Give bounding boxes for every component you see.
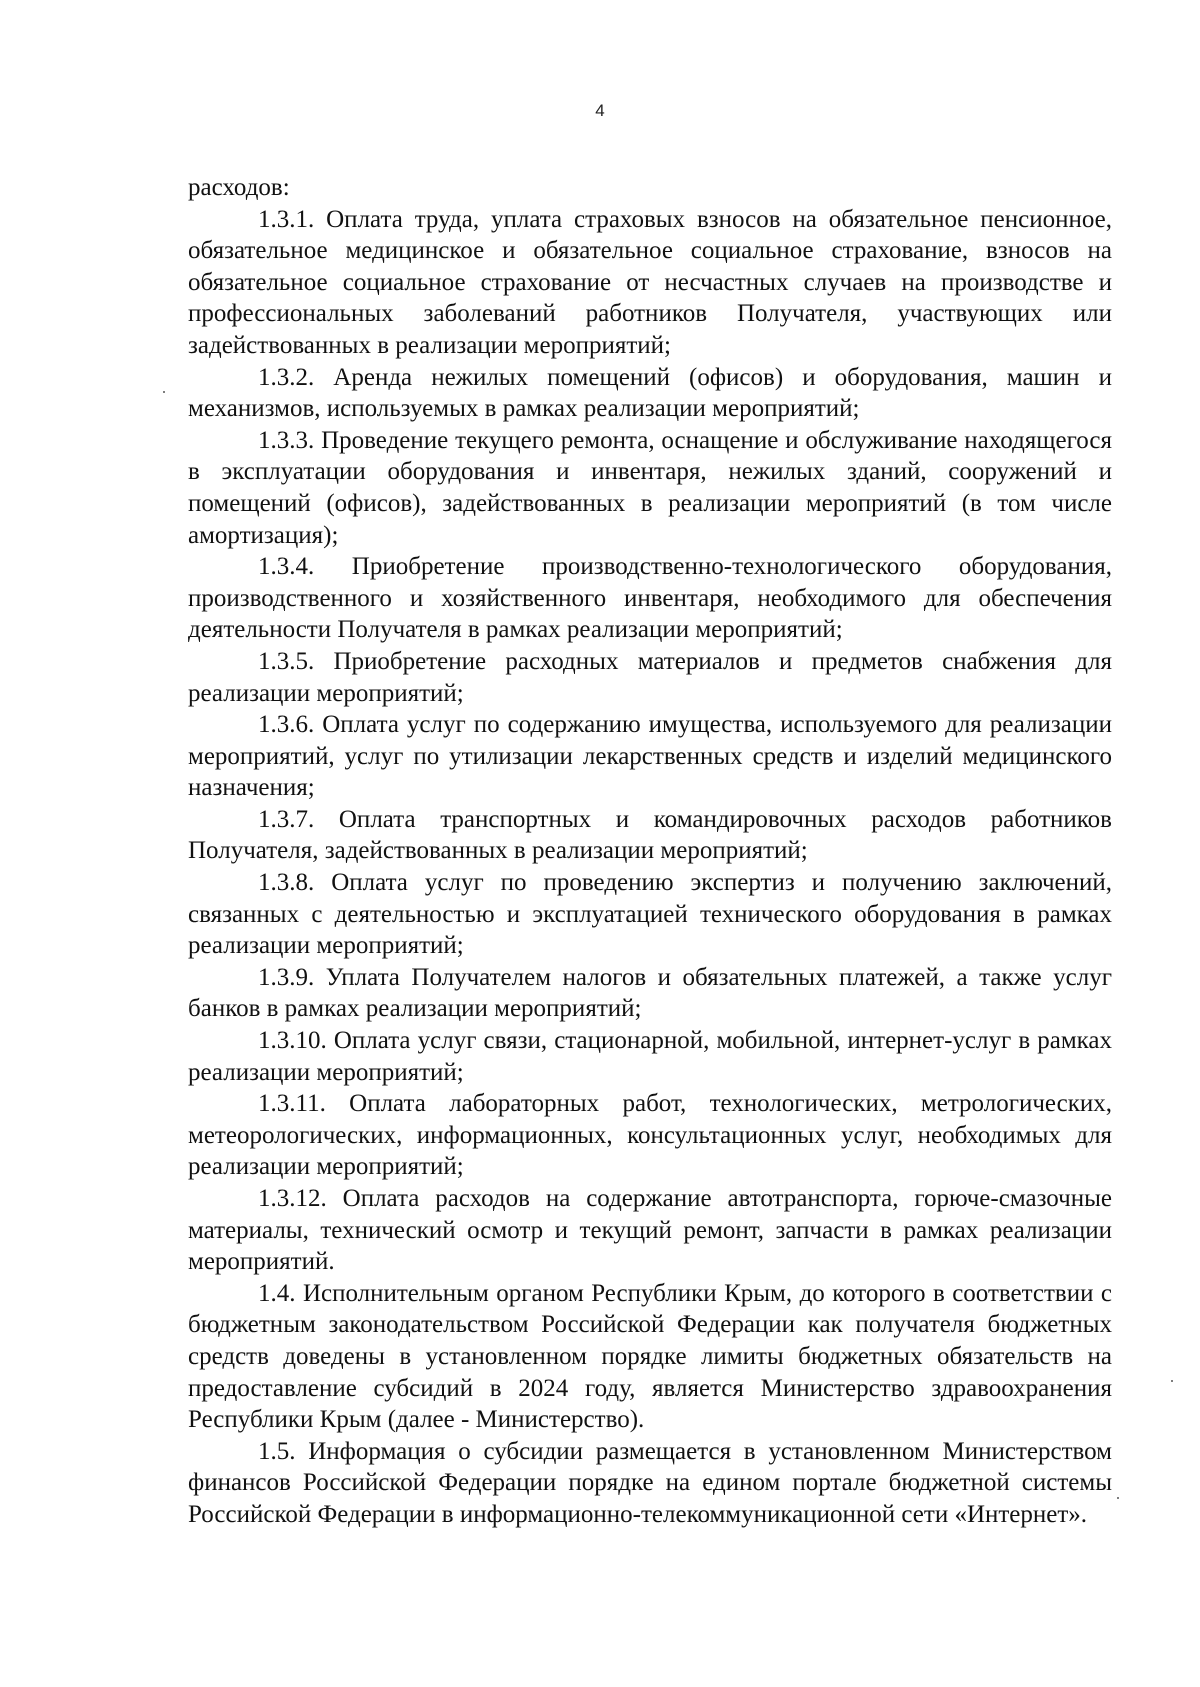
scan-speck xyxy=(1171,1380,1173,1382)
paragraph-1-3-4: 1.3.4. Приобретение производственно-технологического оборудования, производственного и хозяйственного инвентаря, необходимого для обеспечения деятельности Получателя в рамках реализации мероприятий; xyxy=(188,553,1112,644)
paragraph-1-3-9: 1.3.9. Уплата Получателем налогов и обязательных платежей, а также услуг банков в рамках реализации мероприятий; xyxy=(188,963,1112,1023)
scan-speck xyxy=(163,391,165,393)
paragraph-1-3-11: 1.3.11. Оплата лабораторных работ, технологических, метрологических, метеорологических, информационных, консультационных услуг, необходимых для реализации мероприятий; xyxy=(188,1090,1112,1181)
paragraph-1-3-2: 1.3.2. Аренда нежилых помещений (офисов) и оборудования, машин и механизмов, используемых в рамках реализации мероприятий; xyxy=(188,363,1112,423)
document-body xyxy=(188,172,1112,1531)
paragraph-1-3-3: 1.3.3. Проведение текущего ремонта, оснащение и обслуживание находящегося в эксплуатации оборудования и инвентаря, нежилых зданий, сооружений и помещений (офисов), задействованных в реализации мероприятий (в том числе амортизация); xyxy=(188,426,1112,549)
paragraph-1-3-5: 1.3.5. Приобретение расходных материалов и предметов снабжения для реализации мероприятий; xyxy=(188,647,1112,707)
paragraph-1-4: 1.4. Исполнительным органом Республики Крым, до которого в соответствии с бюджетным законодательством Российской Федерации как получателя бюджетных средств доведены в установленном порядке лимиты бюджетных обязательств на предоставление субсидий в 2024 году, является Министерство здравоохранения Республики Крым (далее - Министерство). xyxy=(188,1279,1112,1434)
paragraph-1-3-6: 1.3.6. Оплата услуг по содержанию имущества, используемого для реализации мероприятий, услуг по утилизации лекарственных средств и изделий медицинского назначения; xyxy=(188,711,1112,802)
paragraph-1-3-1: 1.3.1. Оплата труда, уплата страховых взносов на обязательное пенсионное, обязательное медицинское и обязательное социальное страхование, взносов на обязательное социальное страхование от несчастных случаев на производстве и профессиональных заболеваний работников Получателя, участвующих или задействованных в реализации мероприятий; xyxy=(188,205,1112,359)
paragraph-1-3-7: 1.3.7. Оплата транспортных и командировочных расходов работников Получателя, задействованных в реализации мероприятий; xyxy=(188,805,1112,865)
paragraph-1-3-8: 1.3.8. Оплата услуг по проведению экспертиз и получению заключений, связанных с деятельностью и эксплуатацией технического оборудования в рамках реализации мероприятий; xyxy=(188,869,1112,960)
scan-speck xyxy=(1117,1497,1119,1499)
page-number: 4 xyxy=(595,101,605,120)
paragraph-1-3-10: 1.3.10. Оплата услуг связи, стационарной, мобильной, интернет-услуг в рамках реализации мероприятий; xyxy=(188,1027,1112,1086)
paragraph-continuation: расходов: xyxy=(188,174,290,201)
paragraph-1-3-12: 1.3.12. Оплата расходов на содержание автотранспорта, горюче-смазочные материалы, технический осмотр и текущий ремонт, запчасти в рамках реализации мероприятий. xyxy=(188,1185,1112,1276)
paragraph-1-5: 1.5. Информация о субсидии размещается в установленном Министерством финансов Российской Федерации порядке на едином портале бюджетной системы Российской Федерации в информационно-телекоммуникационной сети «Интернет». xyxy=(188,1437,1112,1528)
